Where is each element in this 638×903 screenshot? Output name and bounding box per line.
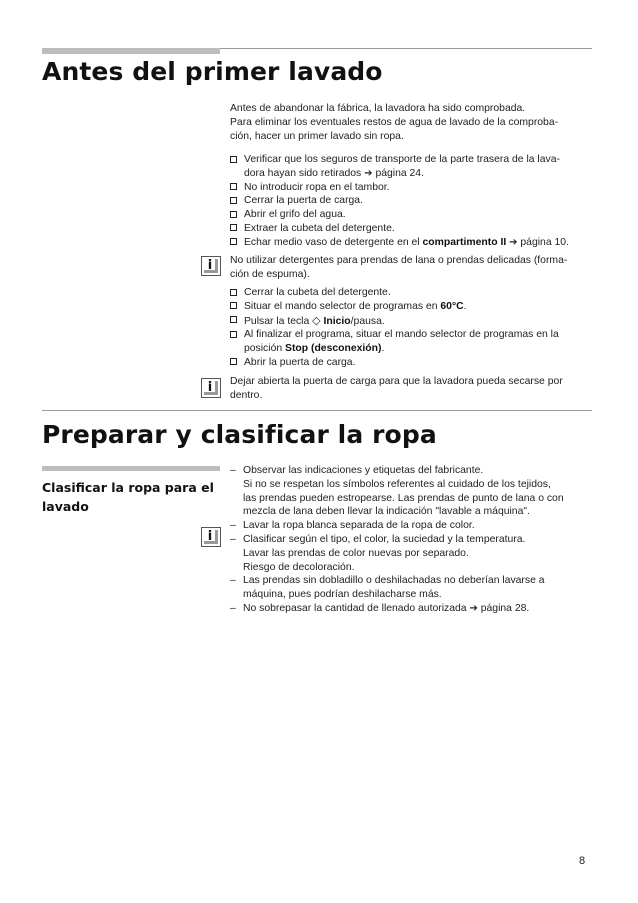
item-text: mezcla de lana deben llevar la indicación "lavable a máquina". <box>243 506 530 518</box>
arrow-right-icon: ➔ <box>469 602 478 614</box>
step-text: No introducir ropa en el tambor. <box>244 181 390 193</box>
checkbox-icon <box>230 302 237 309</box>
stop-position-label: Stop (desconexión) <box>285 343 382 355</box>
step-item <box>230 194 590 208</box>
item-text: las prendas pueden estropearse. Las prendas de punto de lana o con <box>243 492 564 504</box>
step-text: /pausa. <box>350 315 385 327</box>
intro-line: Para eliminar los eventuales restos de agua de lavado de la comproba- <box>230 116 559 128</box>
section-title-first-wash: Antes del primer lavado <box>42 57 383 86</box>
dash-bullet: – <box>230 602 236 614</box>
step-text: Pulsar la tecla <box>244 315 310 327</box>
step-text: Abrir el grifo del agua. <box>244 209 346 221</box>
start-key-icon: ◇ <box>312 313 321 327</box>
step-text: Abrir la puerta de carga. <box>244 356 356 368</box>
note-line: dentro. <box>230 389 263 401</box>
intro-line: Antes de abandonar la fábrica, la lavadora ha sido comprobada. <box>230 103 526 114</box>
section-rule <box>42 410 592 411</box>
item-text: Clasificar según el tipo, el color, la suciedad y la temperatura. <box>243 533 526 545</box>
item-text: Observar las indicaciones y etiquetas del fabricante. <box>243 465 484 476</box>
temperature-value: 60°C <box>440 300 464 312</box>
step-text: dora hayan sido retirados <box>244 167 362 179</box>
step-text: Cerrar la cubeta del detergente. <box>244 287 391 298</box>
checkbox-icon <box>230 331 237 338</box>
info-icon: i <box>201 378 221 398</box>
step-text: posición <box>244 343 283 355</box>
checkbox-icon <box>230 289 237 296</box>
step-item <box>230 208 590 222</box>
section-rule <box>220 48 592 49</box>
item-text: No sobrepasar la cantidad de llenado autorizada <box>243 602 467 614</box>
checkbox-icon <box>230 183 237 190</box>
first-wash-intro <box>230 102 590 143</box>
step-item <box>230 328 590 356</box>
section-title-prepare-laundry: Preparar y clasificar la ropa <box>42 420 437 449</box>
compartment-label: compartimento II <box>422 236 507 248</box>
list-item <box>230 533 590 574</box>
list-item <box>230 602 590 616</box>
info-icon: i <box>201 256 221 276</box>
step-item <box>230 300 590 314</box>
step-text: Verificar que los seguros de transporte de la parte trasera de la lava- <box>244 154 560 165</box>
page-reference: página 24. <box>375 167 424 179</box>
item-text: Las prendas sin dobladillo o deshilachadas no deberían lavarse a <box>243 575 545 587</box>
info-icon: i <box>201 527 221 547</box>
step-item <box>230 153 590 181</box>
checkbox-icon <box>230 224 237 231</box>
step-item <box>230 236 590 250</box>
arrow-right-icon: ➔ <box>364 167 373 179</box>
list-item <box>230 574 590 602</box>
sort-laundry-list <box>230 464 590 616</box>
first-wash-steps-a <box>230 153 590 250</box>
intro-line: ción, hacer un primer lavado sin ropa. <box>230 130 404 142</box>
checkbox-icon <box>230 197 237 204</box>
step-text: . <box>381 343 385 355</box>
step-text: . <box>463 300 467 312</box>
item-text: Si no se respetan los símbolos referentes al cuidado de los tejidos, <box>243 478 551 490</box>
dash-bullet: – <box>230 465 236 476</box>
note-door <box>230 375 590 403</box>
checkbox-icon <box>230 156 237 163</box>
step-text: Extraer la cubeta del detergente. <box>244 222 395 234</box>
step-item <box>230 181 590 195</box>
checkbox-icon <box>230 358 237 365</box>
dash-bullet: – <box>230 520 236 532</box>
page-reference: página 28. <box>480 602 530 614</box>
dash-bullet: – <box>230 575 236 587</box>
checkbox-icon <box>230 238 237 245</box>
step-item <box>230 286 590 300</box>
step-item <box>230 222 590 236</box>
arrow-right-icon: ➔ <box>509 236 518 248</box>
step-text: Situar el mando selector de programas en <box>244 300 438 312</box>
note-line: Dejar abierta la puerta de carga para que la lavadora pueda secarse por <box>230 376 563 387</box>
start-key-label: Inicio <box>323 315 351 327</box>
list-item <box>230 464 590 519</box>
dash-bullet: – <box>230 533 236 545</box>
item-text: Lavar la ropa blanca separada de la ropa de color. <box>243 520 475 532</box>
step-text: Echar medio vaso de detergente en el <box>244 236 420 248</box>
section-bar <box>42 48 220 54</box>
item-text: máquina, pues podrían deshilacharse más. <box>243 589 442 601</box>
step-text: Cerrar la puerta de carga. <box>244 195 363 207</box>
item-text: Riesgo de decoloración. <box>243 561 355 573</box>
checkbox-icon <box>230 211 237 218</box>
first-wash-steps-b <box>230 286 590 370</box>
subsection-bar <box>42 466 220 471</box>
note-line: ción de espuma). <box>230 268 310 280</box>
page-reference: página 10. <box>520 236 569 248</box>
note-line: No utilizar detergentes para prendas de lana o prendas delicadas (forma- <box>230 255 568 266</box>
step-item <box>230 356 590 370</box>
list-item <box>230 519 590 533</box>
item-text: Lavar las prendas de color nuevas por separado. <box>243 547 469 559</box>
subsection-title-sort-laundry: Clasificar la ropa para el lavado <box>42 480 214 514</box>
note-detergent <box>230 254 590 282</box>
step-item <box>230 314 590 329</box>
checkbox-icon <box>230 316 237 323</box>
page-number: 8 <box>579 855 586 867</box>
step-text: Al finalizar el programa, situar el mando selector de programas en la <box>244 329 559 341</box>
